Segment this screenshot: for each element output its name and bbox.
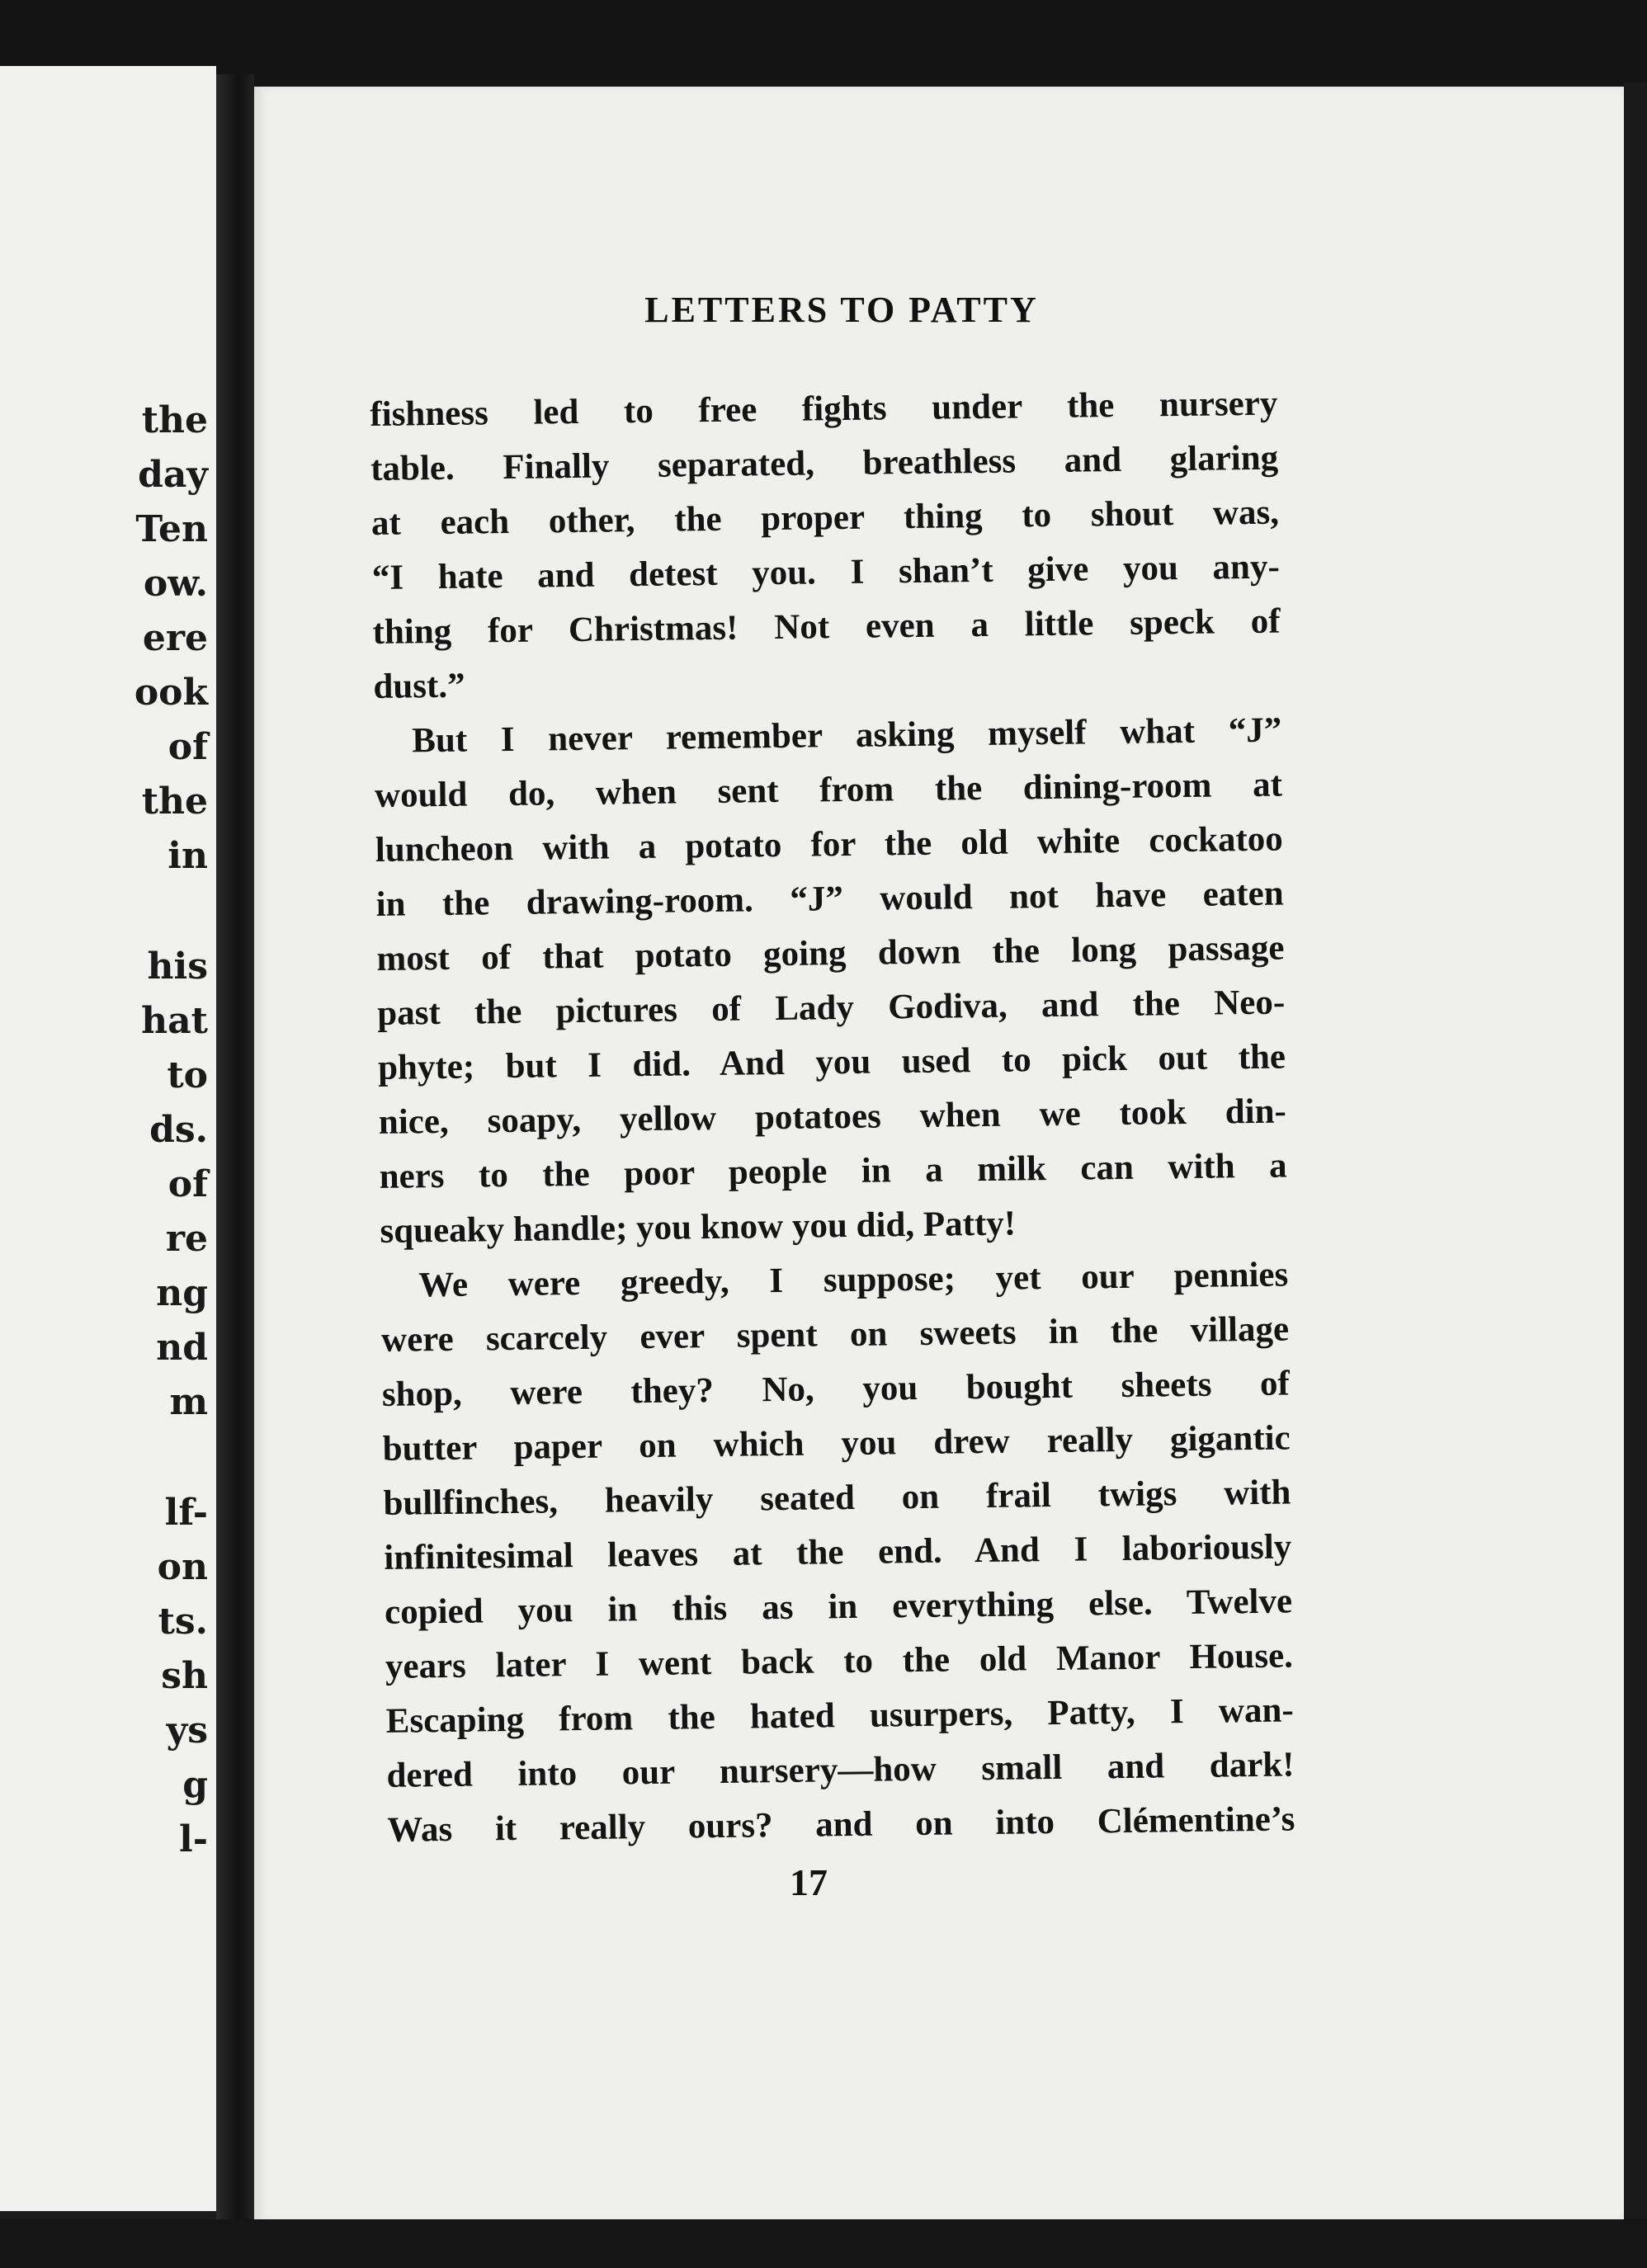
text-line: most of that potato going down the long passage xyxy=(376,928,1285,978)
facing-page-fragment: re xyxy=(165,1218,208,1260)
body-text xyxy=(370,377,1295,1858)
text-line: We were greedy, I suppose; yet our pennies xyxy=(418,1255,1289,1305)
facing-page-fragment: ng xyxy=(156,1272,208,1314)
facing-page-fragment: g xyxy=(182,1764,208,1806)
text-line: Escaping from the hated usurpers, Patty, I wan- xyxy=(385,1690,1294,1741)
text-line: table. Finally separated, breathless and glaring xyxy=(370,438,1279,488)
facing-page-fragment: ds. xyxy=(149,1109,208,1151)
text-line: past the pictures of Lady Godiva, and the Neo- xyxy=(376,983,1286,1033)
text-line: luncheon with a potato for the old white cockatoo xyxy=(375,819,1284,870)
text-line: years later I went back to the old Manor House. xyxy=(385,1636,1294,1686)
text-line: at each other, the proper thing to shout was, xyxy=(370,493,1280,543)
text-line: shop, were they? No, you bought sheets of xyxy=(381,1364,1291,1414)
facing-page-left xyxy=(0,66,216,2211)
facing-page-fragment: hat xyxy=(141,1000,208,1042)
facing-page-fragment: his xyxy=(147,945,208,988)
text-line: Was it really ours? and on into Clémentine’s xyxy=(387,1799,1295,1850)
facing-page-fragment: of xyxy=(168,1163,208,1205)
scan-border-bottom xyxy=(0,2219,1647,2268)
text-line: squeaky handle; you know you did, Patty! xyxy=(380,1204,1017,1251)
scan-border-right xyxy=(1624,83,1647,2228)
facing-page-fragment: day xyxy=(138,454,208,496)
text-line: dered into our nursery—how small and dark! xyxy=(386,1745,1295,1795)
facing-page-fragment: nd xyxy=(156,1327,208,1369)
facing-page-fragment: the xyxy=(141,399,208,441)
text-line: dust.” xyxy=(373,666,465,706)
facing-page-fragment: sh xyxy=(161,1655,208,1697)
text-line: thing for Christmas! Not even a little speck of xyxy=(372,601,1281,652)
facing-page-fragment: ook xyxy=(134,672,208,714)
facing-page-fragment: Ten xyxy=(135,508,208,550)
text-line: nice, soapy, yellow potatoes when we took din- xyxy=(378,1092,1287,1142)
text-line: fishness led to free fights under the nursery xyxy=(370,384,1278,434)
text-line: were scarcely ever spent on sweets in the village xyxy=(380,1309,1290,1360)
text-line: infinitesimal leaves at the end. And I laboriously xyxy=(384,1527,1292,1577)
facing-page-fragment: ys xyxy=(166,1709,208,1752)
facing-page-fragment: l- xyxy=(179,1818,208,1860)
facing-page-fragment: to xyxy=(167,1054,208,1096)
facing-page-fragment: of xyxy=(168,726,208,768)
facing-page-fragment: ts. xyxy=(158,1601,208,1643)
facing-page-fragment: m xyxy=(169,1381,208,1423)
facing-page-fragment: ere xyxy=(142,617,208,659)
text-line: would do, when sent from the dining-room at xyxy=(374,765,1283,815)
text-line: bullfinches, heavily seated on frail twigs with xyxy=(383,1473,1291,1523)
text-line: But I never remember asking myself what “J” xyxy=(411,710,1282,761)
facing-page-fragment: in xyxy=(168,835,208,877)
text-line: copied you in this as in everything else. Twelve xyxy=(384,1582,1293,1632)
text-line: phyte; but I did. And you used to pick out the xyxy=(377,1037,1286,1087)
facing-page-fragment: lf- xyxy=(164,1492,208,1534)
text-line: butter paper on which you drew really gigantic xyxy=(382,1418,1291,1469)
book-gutter xyxy=(216,74,254,2219)
text-line: ners to the poor people in a milk can with a xyxy=(379,1146,1287,1196)
facing-page-fragment: ow. xyxy=(143,563,208,605)
text-line: in the drawing-room. “J” would not have eaten xyxy=(375,874,1284,924)
page-number: 17 xyxy=(790,1861,828,1903)
running-head: LETTERS TO PATTY xyxy=(644,290,1039,330)
facing-page-fragment: the xyxy=(141,780,208,823)
text-line: “I hate and detest you. I shan’t give you any- xyxy=(371,547,1281,597)
facing-page-fragment: on xyxy=(157,1546,208,1588)
